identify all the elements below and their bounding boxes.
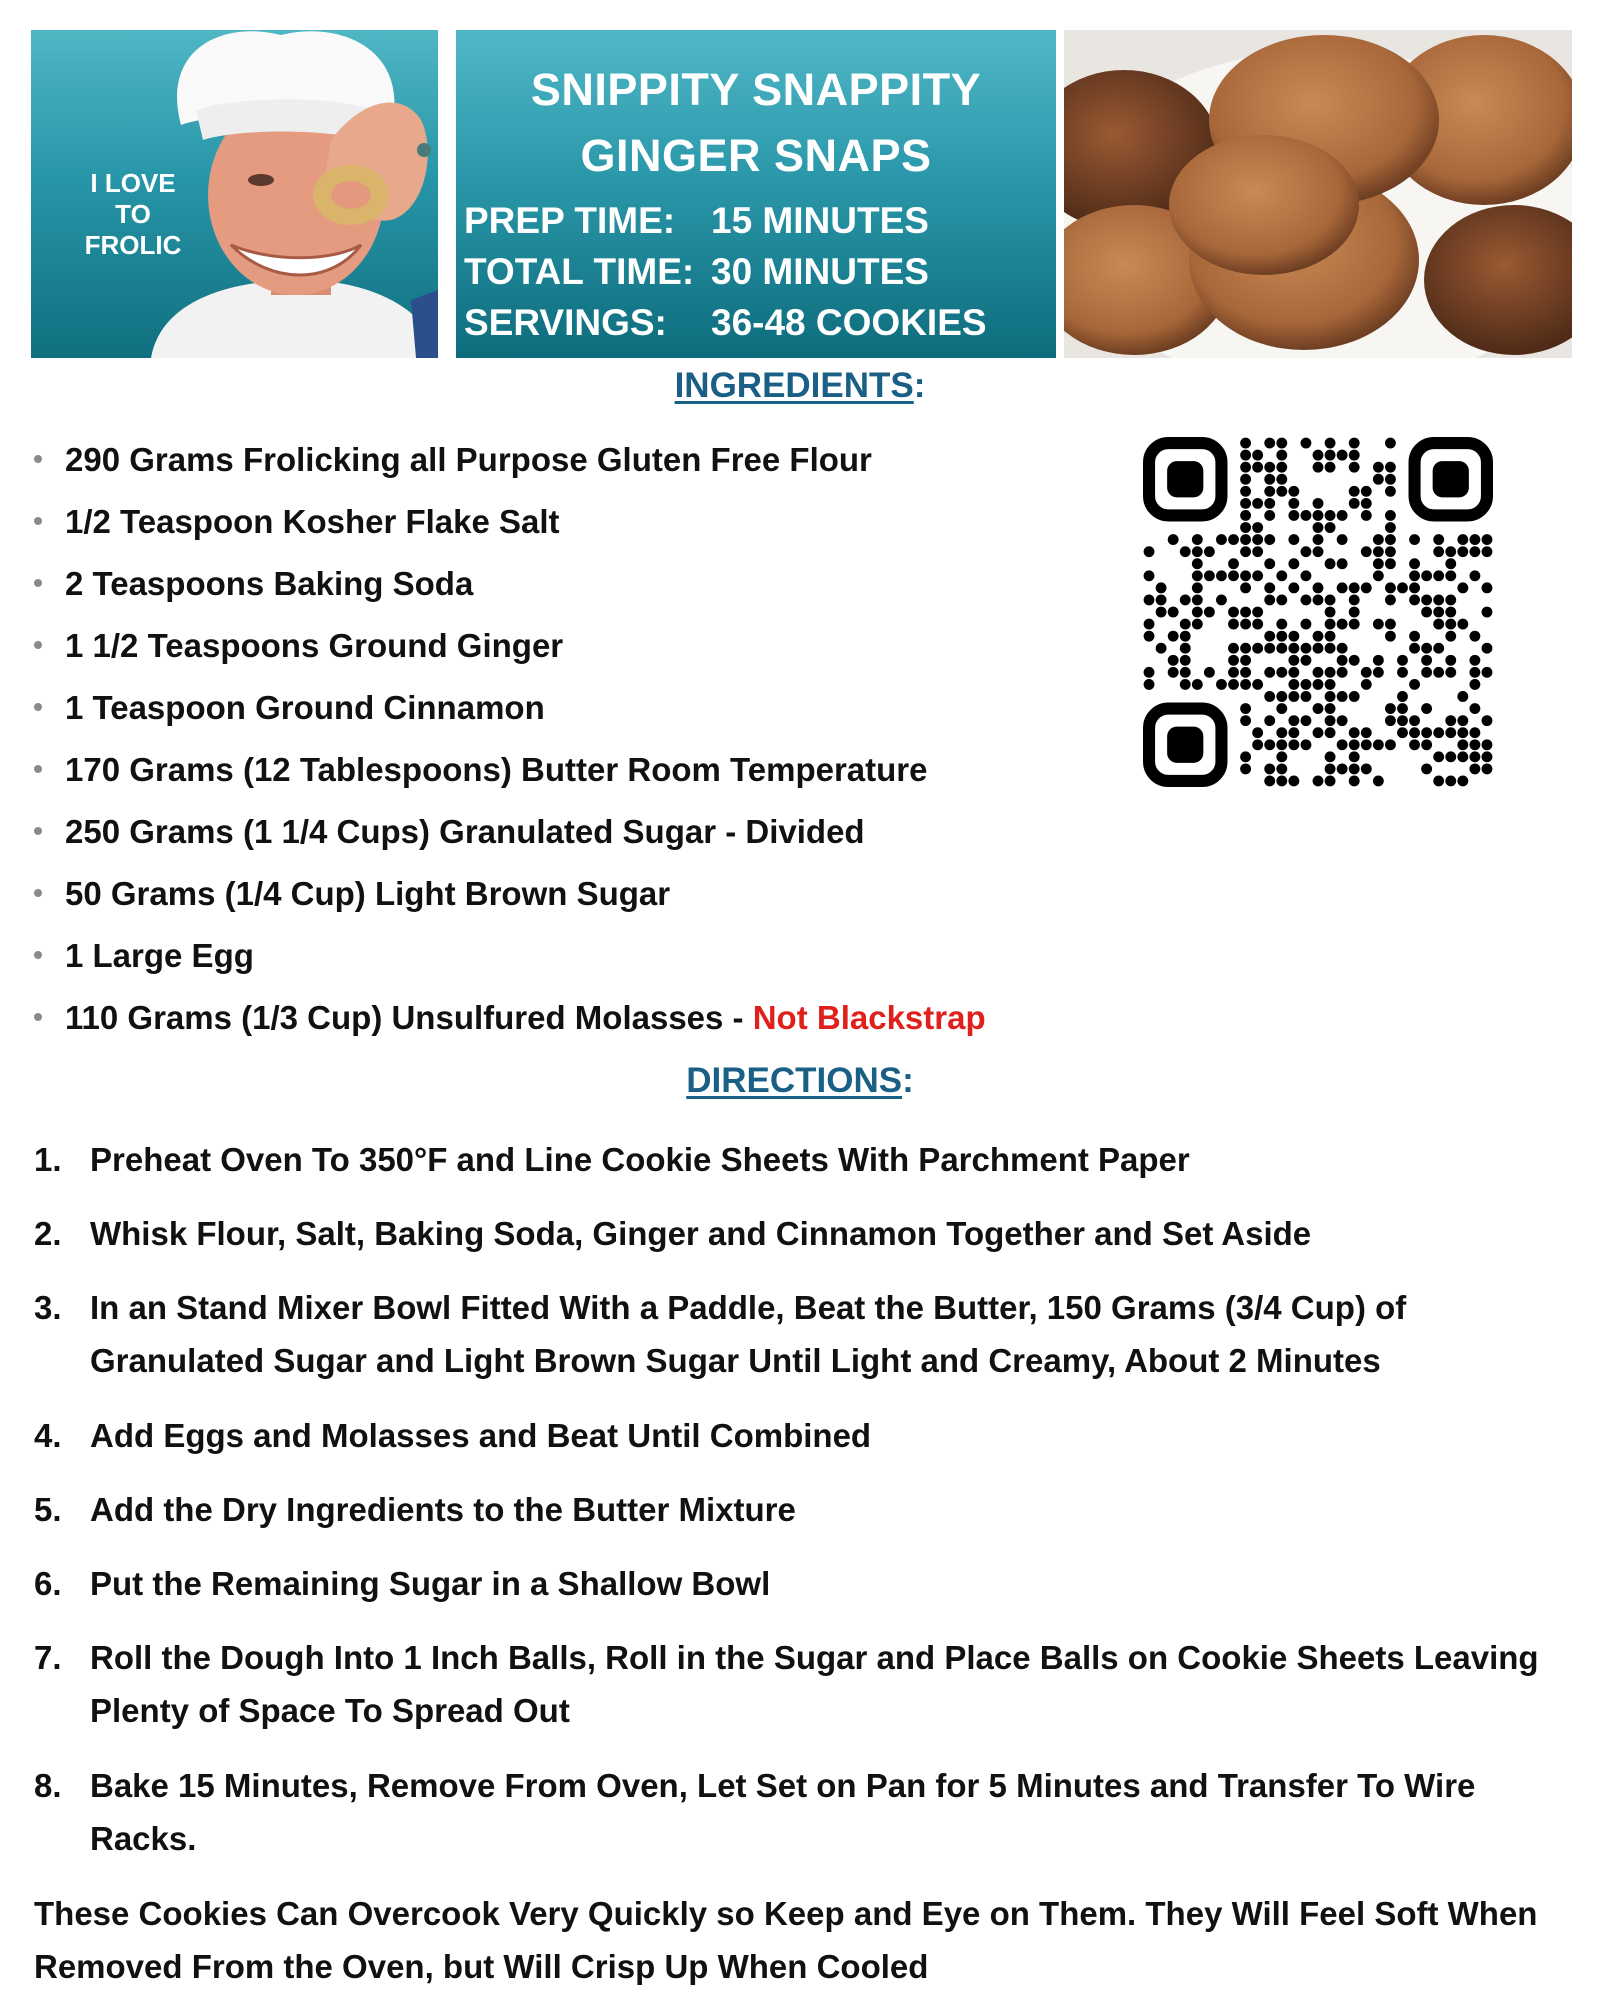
bullet-icon (34, 827, 42, 835)
bullet-icon (34, 641, 42, 649)
ingredients-heading (0, 366, 1600, 406)
bullet-icon (34, 765, 42, 773)
step-number: 1. (34, 1141, 62, 1178)
molasses-warning: Not Blackstrap (752, 999, 986, 1036)
chef-caption-line-3: FROLIC (84, 230, 182, 260)
recipe-title-line-1: SNIPPITY SNAPPITY (530, 64, 982, 115)
step-number: 3. (34, 1289, 62, 1326)
ingredient-text: 290 Grams Frolicking all Purpose Gluten Free Flour (65, 441, 872, 478)
total-time-label: TOTAL TIME: (464, 251, 695, 292)
chef-caption-line-1: I LOVE (90, 168, 176, 198)
ingredients-heading-colon: : (913, 366, 926, 405)
ingredients-heading-text: INGREDIENTS (674, 366, 914, 405)
step-number: 2. (34, 1215, 62, 1252)
directions-heading-colon: : (902, 1061, 914, 1100)
chef-caption-line-2: TO (115, 199, 151, 229)
ingredient-text: 250 Grams (1 1/4 Cups) Granulated Sugar - Divided (65, 813, 865, 850)
ingredient-text: 1 1/2 Teaspoons Ground Ginger (65, 627, 564, 664)
ingredient-text: 1/2 Teaspoon Kosher Flake Salt (65, 503, 560, 540)
step-number: 8. (34, 1767, 62, 1804)
step-text: Add the Dry Ingredients to the Butter Mixture (90, 1491, 796, 1528)
recipe-title-panel (456, 30, 1056, 358)
total-time-value: 30 MINUTES (711, 251, 929, 292)
bullet-icon (34, 579, 42, 587)
step-number: 7. (34, 1639, 62, 1676)
prep-time-value: 15 MINUTES (711, 200, 929, 241)
ingredient-text: 1 Large Egg (65, 937, 254, 974)
bullet-icon (34, 1013, 42, 1021)
bullet-icon (34, 517, 42, 525)
bullet-icon (34, 951, 42, 959)
bullet-icon (34, 889, 42, 897)
directions-heading (0, 1061, 1600, 1101)
step-text: Add Eggs and Molasses and Beat Until Combined (90, 1417, 872, 1454)
baking-note: These Cookies Can Overcook Very Quickly so Keep and Eye on Them. They Will Feel Soft When Removed From the Oven, but Will Crisp Up When Cooled (34, 1895, 1538, 1985)
ingredient-text: 1 Teaspoon Ground Cinnamon (65, 689, 545, 726)
step-text: Preheat Oven To 350°F and Line Cookie Sheets With Parchment Paper (90, 1141, 1190, 1178)
step-text: Roll the Dough Into 1 Inch Balls, Roll in the Sugar and Place Balls on Cookie Sheets Leaving Plenty of Space To Spread Out (90, 1639, 1539, 1729)
qr-code-icon[interactable] (1143, 437, 1493, 787)
ingredient-text: 2 Teaspoons Baking Soda (65, 565, 474, 602)
servings-label: SERVINGS: (464, 302, 667, 343)
step-number: 4. (34, 1417, 62, 1454)
cookies-photo-panel (1064, 30, 1572, 358)
step-text: Whisk Flour, Salt, Baking Soda, Ginger and Cinnamon Together and Set Aside (90, 1215, 1312, 1252)
ingredient-text: 170 Grams (12 Tablespoons) Butter Room Temperature (65, 751, 928, 788)
servings-value: 36-48 COOKIES (711, 302, 987, 343)
directions-heading-text: DIRECTIONS (686, 1061, 903, 1100)
ingredient-text: 50 Grams (1/4 Cup) Light Brown Sugar (65, 875, 671, 912)
prep-time-label: PREP TIME: (464, 200, 676, 241)
bullet-icon (34, 703, 42, 711)
recipe-title-line-2: GINGER SNAPS (580, 130, 932, 181)
chef-caption (49, 168, 217, 261)
ingredient-text (65, 999, 986, 1037)
step-text: Put the Remaining Sugar in a Shallow Bowl (90, 1565, 771, 1602)
cookies-photo-icon (1064, 30, 1572, 358)
ingredient-main-text: 110 Grams (1/3 Cup) Unsulfured Molasses - (65, 999, 753, 1036)
step-number: 5. (34, 1491, 62, 1528)
step-text: In an Stand Mixer Bowl Fitted With a Paddle, Beat the Butter, 150 Grams (3/4 Cup) of Granulated Sugar and Light Brown Sugar Until Light and Creamy, About 2 Minutes (90, 1289, 1407, 1379)
chef-photo-panel (31, 30, 438, 358)
bullet-icon (34, 455, 42, 463)
step-number: 6. (34, 1565, 62, 1602)
step-text: Bake 15 Minutes, Remove From Oven, Let Set on Pan for 5 Minutes and Transfer To Wire Racks. (90, 1767, 1476, 1857)
